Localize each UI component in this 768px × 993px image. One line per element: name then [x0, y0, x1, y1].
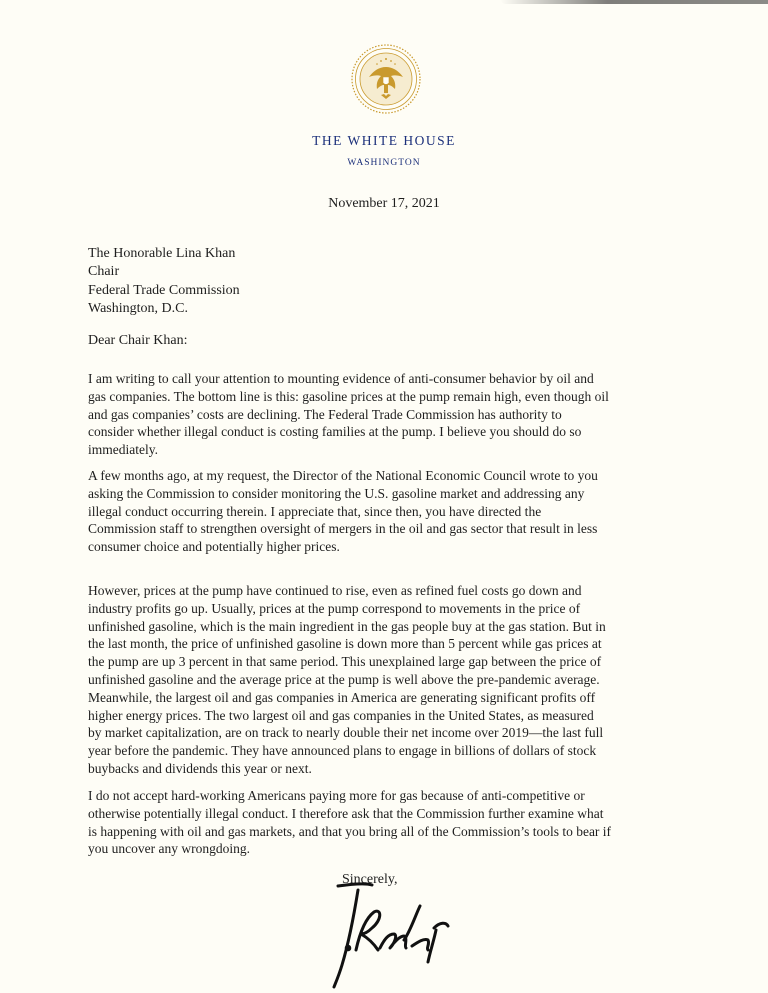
recipient-address — [88, 245, 240, 318]
page-edge-shadow — [500, 0, 768, 4]
paragraph-line: higher energy prices. The two largest oil and gas companies in the United States, as measured — [88, 707, 594, 723]
paragraph-line: buybacks and dividends this year or next. — [88, 760, 312, 776]
body-paragraph-1 — [88, 370, 688, 459]
recipient-name: The Honorable Lina Khan — [88, 246, 236, 261]
paragraph-line: the pump are up 3 percent in that same period. This unexplained large gap between the price of — [88, 654, 602, 670]
body-paragraph-2 — [88, 467, 688, 556]
paragraph-line: year before the pandemic. They have announced plans to engage in billions of dollars of stock — [88, 743, 597, 759]
closing: Sincerely, — [342, 872, 398, 887]
recipient-title: Chair — [88, 264, 120, 280]
paragraph-line: the last month, the price of unfinished gasoline is down more than 5 percent while gas prices at — [88, 636, 602, 652]
paragraph-line: consider whether illegal conduct is costing families at the pump. I believe you should do so — [88, 424, 582, 440]
body-paragraph-4 — [88, 787, 688, 858]
handwritten-signature — [308, 870, 478, 990]
paragraph-line: unfinished gasoline and the average price at the pump is well above the pre-pandemic average. — [88, 671, 600, 687]
letterhead-title: THE WHITE HOUSE — [312, 133, 456, 148]
paragraph-line: otherwise potentially illegal conduct. I therefore ask that the Commission further examine what — [88, 805, 604, 821]
paragraph-line: Commission staff to strengthen oversight of mergers in the oil and gas sector that result in less — [88, 521, 598, 537]
paragraph-line: is happening with oil and gas markets, and that you bring all of the Commission’s tools to bear if — [88, 823, 612, 839]
paragraph-line: gas companies. The bottom line is this: gasoline prices at the pump remain high, even though oil — [88, 388, 609, 404]
paragraph-line: I am writing to call your attention to mounting evidence of anti-consumer behavior by oil and — [88, 371, 594, 386]
paragraph-line: industry profits go up. Usually, prices at the pump correspond to movements in the price of — [88, 600, 581, 616]
paragraph-line: consumer choice and potentially higher prices. — [88, 539, 340, 555]
recipient-organization: Federal Trade Commission — [88, 282, 240, 298]
paragraph-line: you uncover any wrongdoing. — [88, 841, 250, 857]
paragraph-line: I do not accept hard-working Americans paying more for gas because of anti-competitive or — [88, 788, 585, 803]
salutation: Dear Chair Khan: — [88, 333, 188, 348]
paragraph-line: asking the Commission to consider monitoring the U.S. gasoline market and addressing any — [88, 485, 585, 501]
recipient-city: Washington, D.C. — [88, 300, 188, 316]
letter-date: November 17, 2021 — [328, 196, 440, 211]
paragraph-line: However, prices at the pump have continued to rise, even as refined fuel costs go down and — [88, 583, 582, 598]
letterhead-subtitle: WASHINGTON — [347, 158, 421, 168]
paragraph-line: illegal conduct occurring therein. I appreciate that, since then, you have directed the — [88, 503, 542, 519]
body-paragraph-3 — [88, 582, 688, 778]
paragraph-line: by market capitalization, are on track to nearly double their net income over 2019—the last full — [88, 725, 604, 741]
paragraph-line: Meanwhile, the largest oil and gas companies in America are generating significant profits off — [88, 689, 596, 705]
paragraph-line: A few months ago, at my request, the Director of the National Economic Council wrote to you — [88, 468, 598, 483]
paragraph-line: immediately. — [88, 442, 158, 458]
presidential-seal-icon — [350, 43, 422, 115]
paragraph-line: unfinished gasoline, which is the main ingredient in the gas people buy at the gas station. But in — [88, 618, 606, 634]
paragraph-line: and gas companies’ costs are declining. The Federal Trade Commission has authority to — [88, 406, 562, 422]
